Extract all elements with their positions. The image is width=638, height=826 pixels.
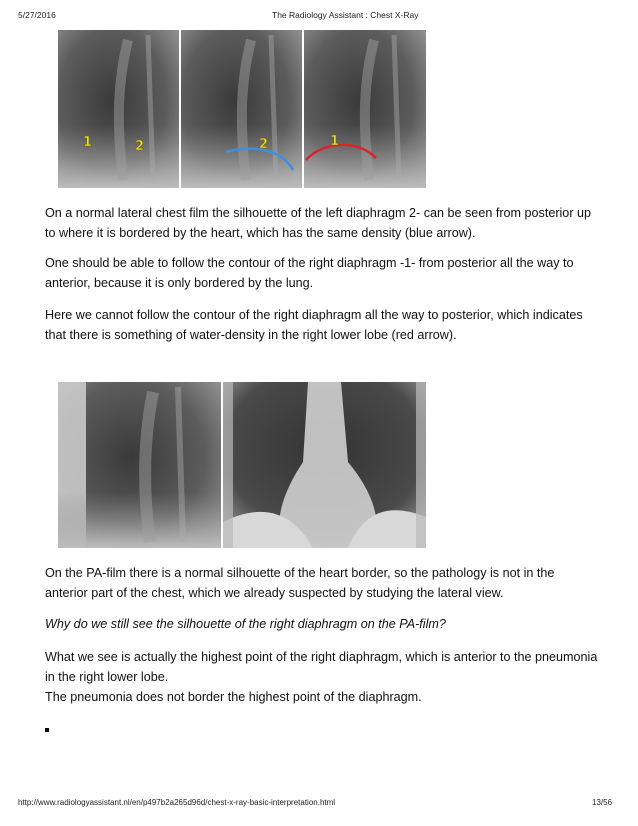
label-left-diaphragm: 2 <box>259 137 269 152</box>
paragraph-pa-film: On the PA-film there is a normal silhouette of the heart border, so the pathology is not in the anterior part of the chest, which we already suspected by studying the lateral view. <box>45 566 555 600</box>
lateral-xray-figure <box>58 30 426 188</box>
question-paragraph: Why do we still see the silhouette of the right diaphragm on the PA-film? <box>45 617 446 631</box>
lateral-xray-panel <box>58 382 221 548</box>
print-date: 5/27/2016 <box>18 10 56 20</box>
paragraph-left-diaphragm: On a normal lateral chest film the silhouette of the left diaphragm 2- can be seen from posterior up to where it is bordered by the heart, which has the same density (blue arrow). <box>45 206 592 240</box>
label-right-diaphragm: 1 <box>330 134 340 149</box>
page-title: The Radiology Assistant : Chest X-Ray <box>272 10 419 20</box>
footer-url: http://www.radiologyassistant.nl/en/p497b2a265d96d/chest-x-ray-basic-interpretation.html <box>18 798 336 807</box>
paragraph-right-diaphragm: One should be able to follow the contour of the right diaphragm -1- from posterior all the way to anterior, because it is only bordered by the lung. <box>45 256 574 290</box>
lateral-and-pa-xray-figure <box>58 382 426 548</box>
paragraph-highest-point: What we see is actually the highest point of the right diaphragm, which is anterior to the pneumonia in the right lower lobe. <box>45 650 598 684</box>
pa-xray-panel <box>223 382 426 548</box>
xray-panel-3 <box>304 30 426 188</box>
paragraph-pneumonia-border: The pneumonia does not border the highest point of the diaphragm. <box>45 690 422 704</box>
paragraph-water-density: Here we cannot follow the contour of the right diaphragm all the way to posterior, which indicates that there is something of water-density in the right lower lobe (red arrow). <box>45 308 583 342</box>
xray-panel-1 <box>58 30 179 188</box>
list-bullet <box>45 728 49 732</box>
xray-panel-2 <box>181 30 302 188</box>
label-right-diaphragm: 1 <box>83 135 93 150</box>
label-left-diaphragm: 2 <box>135 139 145 154</box>
page-number: 13/56 <box>592 798 613 807</box>
